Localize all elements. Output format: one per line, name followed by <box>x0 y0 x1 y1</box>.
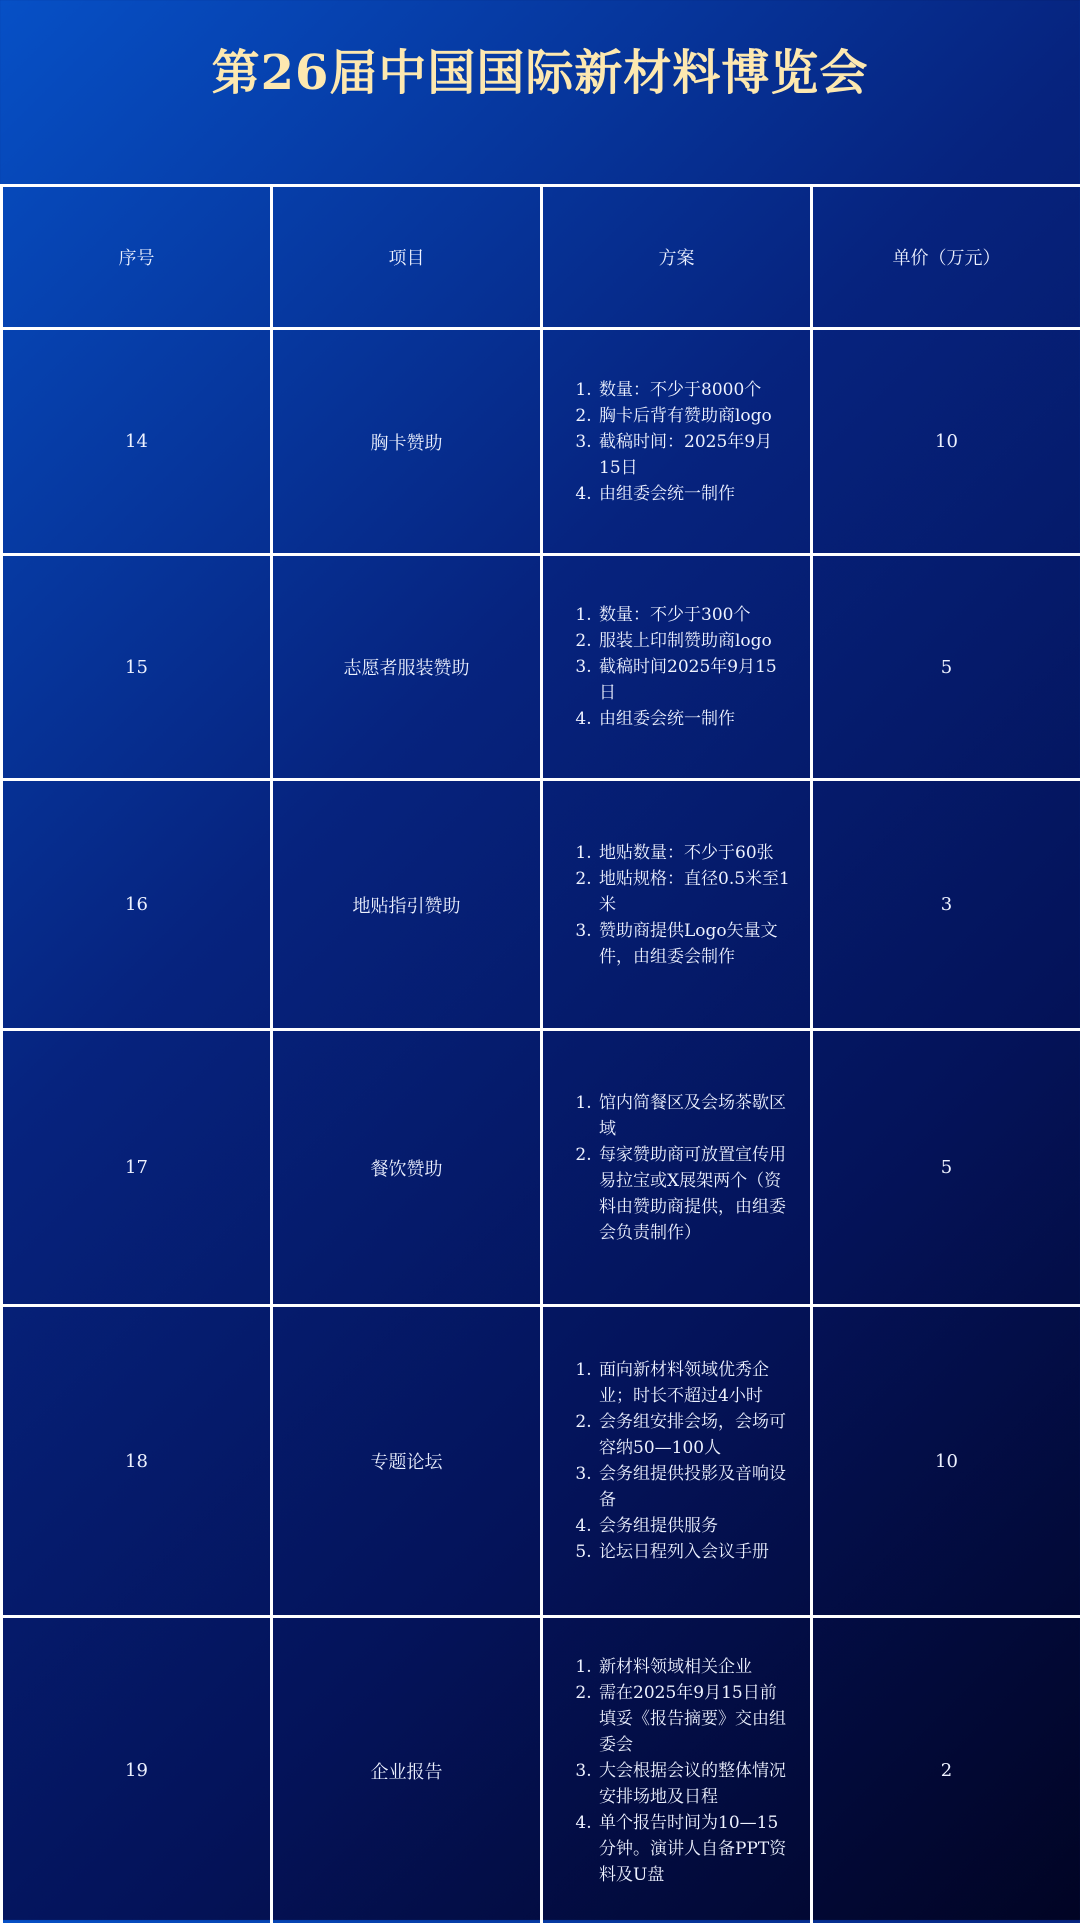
table-row <box>2 329 1080 555</box>
cell-no: 14 <box>2 329 272 555</box>
cell-price: 10 <box>812 329 1080 555</box>
cell-plan <box>542 780 812 1030</box>
cell-no: 15 <box>2 555 272 780</box>
plan-point: 2. 需在2025年9月15日前填妥《报告摘要》交由组委会 <box>597 1680 790 1758</box>
plan-point: 1. 数量：不少于300个 <box>597 602 790 628</box>
plan-point: 4. 由组委会统一制作 <box>597 706 790 732</box>
plan-point: 3. 截稿时间2025年9月15日 <box>597 654 790 706</box>
cell-item: 企业报告 <box>272 1617 542 1925</box>
column-header-item: 项目 <box>272 186 542 329</box>
cell-price: 10 <box>812 1306 1080 1617</box>
plan-point: 1. 数量：不少于8000个 <box>597 377 790 403</box>
table-row <box>2 1030 1080 1306</box>
plan-point: 1. 馆内简餐区及会场茶歇区域 <box>597 1090 790 1142</box>
table-row <box>2 1306 1080 1617</box>
table-row <box>2 555 1080 780</box>
cell-item: 志愿者服装赞助 <box>272 555 542 780</box>
plan-point: 3. 截稿时间：2025年9月15日 <box>597 429 790 481</box>
table-header-row <box>2 186 1080 329</box>
cell-item: 专题论坛 <box>272 1306 542 1617</box>
plan-list <box>579 602 790 732</box>
column-header-plan: 方案 <box>542 186 812 329</box>
plan-list <box>579 377 790 507</box>
plan-point: 2. 会务组安排会场，会场可容纳50—100人 <box>597 1409 790 1461</box>
plan-point: 4. 由组委会统一制作 <box>597 481 790 507</box>
plan-point: 2. 每家赞助商可放置宣传用易拉宝或X展架两个（资料由赞助商提供，由组委会负责制作） <box>597 1142 790 1246</box>
plan-point: 1. 地贴数量：不少于60张 <box>597 840 790 866</box>
table-row <box>2 1617 1080 1925</box>
cell-item: 胸卡赞助 <box>272 329 542 555</box>
plan-point: 5. 论坛日程列入会议手册 <box>597 1539 790 1565</box>
column-header-price: 单价（万元） <box>812 186 1080 329</box>
plan-list <box>579 1654 790 1888</box>
plan-point: 2. 地贴规格：直径0.5米至1米 <box>597 866 790 918</box>
plan-point: 3. 会务组提供投影及音响设备 <box>597 1461 790 1513</box>
cell-no: 19 <box>2 1617 272 1925</box>
cell-no: 18 <box>2 1306 272 1617</box>
cell-item: 地贴指引赞助 <box>272 780 542 1030</box>
sponsorship-table <box>0 184 1080 1926</box>
cell-plan <box>542 1617 812 1925</box>
plan-list <box>579 1357 790 1565</box>
cell-plan <box>542 1030 812 1306</box>
plan-point: 3. 赞助商提供Logo矢量文件，由组委会制作 <box>597 918 790 970</box>
plan-list <box>579 1090 790 1246</box>
cell-no: 17 <box>2 1030 272 1306</box>
cell-price: 3 <box>812 780 1080 1030</box>
page-title: 第26届中国国际新材料博览会 <box>0 34 1080 103</box>
cell-item: 餐饮赞助 <box>272 1030 542 1306</box>
plan-point: 4. 单个报告时间为10—15分钟。演讲人自备PPT资料及U盘 <box>597 1810 790 1888</box>
title-bar <box>0 0 1080 184</box>
plan-point: 3. 大会根据会议的整体情况安排场地及日程 <box>597 1758 790 1810</box>
cell-plan <box>542 1306 812 1617</box>
plan-list <box>579 840 790 970</box>
cell-plan <box>542 555 812 780</box>
cell-price: 5 <box>812 555 1080 780</box>
cell-price: 5 <box>812 1030 1080 1306</box>
plan-point: 1. 新材料领域相关企业 <box>597 1654 790 1680</box>
plan-point: 2. 服装上印制赞助商logo <box>597 628 790 654</box>
table-row <box>2 780 1080 1030</box>
plan-point: 4. 会务组提供服务 <box>597 1513 790 1539</box>
plan-point: 2. 胸卡后背有赞助商logo <box>597 403 790 429</box>
cell-price: 2 <box>812 1617 1080 1925</box>
cell-no: 16 <box>2 780 272 1030</box>
column-header-no: 序号 <box>2 186 272 329</box>
cell-plan <box>542 329 812 555</box>
plan-point: 1. 面向新材料领域优秀企业；时长不超过4小时 <box>597 1357 790 1409</box>
